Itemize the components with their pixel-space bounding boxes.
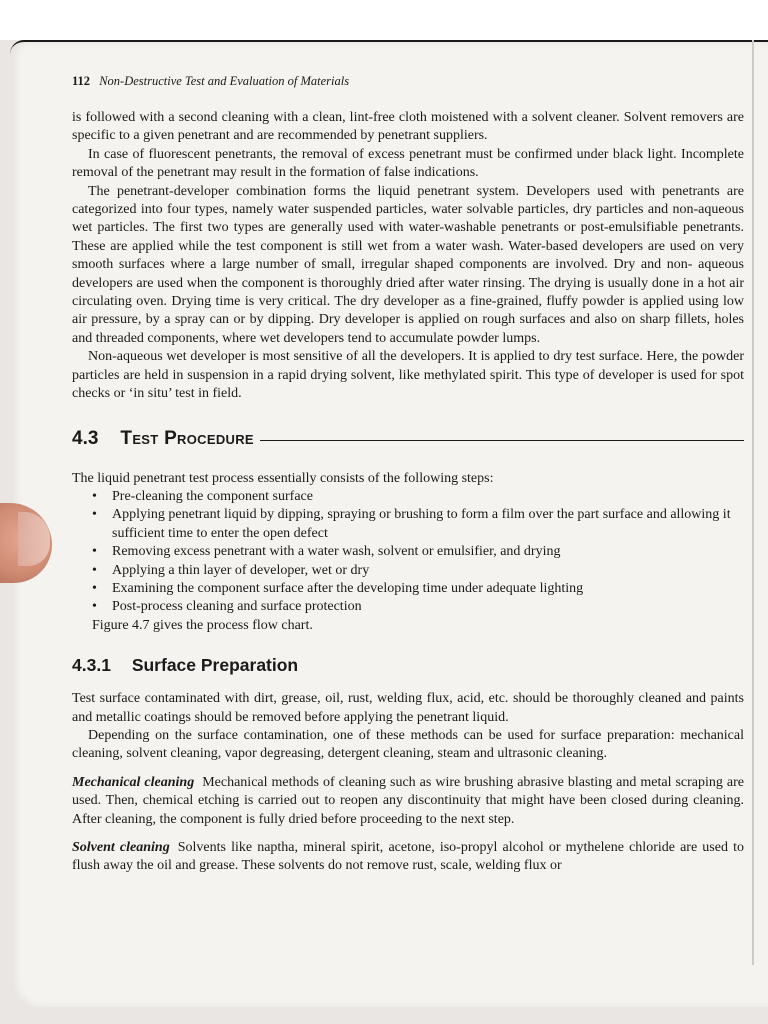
paragraph: Depending on the surface contamination, one of these methods can be used for surface preparation: mechanical cleaning, solvent cleaning, vapor degreasing, detergent cleaning, steam and ultrasonic cleaning. [72,727,744,762]
running-head [72,74,744,89]
solvent-cleaning-paragraph [72,839,744,876]
list-item: • Removing excess penetrant with a water wash, solvent or emulsifier, and drying [112,543,744,561]
subsection-number: 4.3.1 [72,655,111,676]
solvent-cleaning-lead: Solvent cleaning [72,840,170,855]
page-number: 112 [72,74,91,88]
figure-reference: Figure 4.7 gives the process flow chart. [92,617,313,633]
steps-list [72,488,744,617]
heading-rule [260,440,744,441]
paragraph: In case of fluorescent penetrants, the removal of excess penetrant must be confirmed under black light. Incomplete removal of the penetrant may result in the formation of false indications. [72,146,744,181]
list-item: • Post-process cleaning and surface protection [112,598,744,616]
paragraph: The penetrant-developer combination forms the liquid penetrant system. Developers used with penetrants are categorized into four types, namely water suspended particles, water solvable particles, dry particles and non-aqueous wet particles. The first two types are generally used with water-washable penetrants or post-emulsifiable penetrants. These are applied while the test component is still wet from a water wash. Water-based developers are used on very smooth surfaces where a large number of small, irregular shaped components are involved. Dry and non- aqueous developers are used when the component is thoroughly dried after water rinsing. The drying is usually done in a hot air circulating oven. Drying time is very critical. The dry developer as a fine-grained, fluffy powder is applied using low air pressure, by a spray can or by dipping. Dry developer is applied on rough surfaces and also on sharp fillets, holes and threaded components, where wet developers tend to accumulate powder lumps. [72,183,744,346]
paragraph: Non-aqueous wet developer is most sensitive of all the developers. It is applied to dry test surface. Here, the powder particles are held in suspension in a rapid drying solvent, like methylated spirit. This type of developer is used for spot checks or ‘in situ’ test in field. [72,349,744,402]
mechanical-cleaning-lead: Mechanical cleaning [72,774,195,790]
scan-top-margin [0,0,768,40]
paragraph: is followed with a second cleaning with a clean, lint-free cloth moistened with a solvent cleaner. Solvent removers are specific to a given penetrant and are recommended by penetrant suppliers. [72,110,744,144]
section-number: 4.3 [72,427,99,449]
section-intro: The liquid penetrant test process essentially consists of the following steps: [72,470,494,486]
section-heading [72,428,744,450]
subsection-title: Surface Preparation [131,655,299,676]
solvent-cleaning-text: Solvents like naptha, mineral spirit, acetone, iso-propyl alcohol or mythelene chloride are used to flush away the oil and grease. These solvents do not remove rust, scale, welding flux or [72,840,744,874]
list-item: • Applying penetrant liquid by dipping, spraying or brushing to form a film over the part surface and allowing it sufficient time to enter the open defect [112,506,744,543]
list-item: • Examining the component surface after the developing time under adequate lighting [112,580,744,598]
list-item: • Applying a thin layer of developer, wet or dry [112,562,744,580]
paragraph: Test surface contaminated with dirt, grease, oil, rust, welding flux, acid, etc. should be thoroughly cleaned and paints and metallic coatings should be removed before applying the penetrant liquid. [72,691,744,725]
page-content [72,74,744,876]
mechanical-cleaning-text: Mechanical methods of cleaning such as wire brushing abrasive blasting and metal scraping are used. Then, chemical etching is carried out to reopen any discontinuity that might have been closed during cleaning. After cleaning, the component is fully dried before proceeding to the next step. [72,774,744,827]
mechanical-cleaning-paragraph [72,774,744,829]
page-edge [752,40,754,965]
list-item: • Pre-cleaning the component surface [112,488,744,506]
book-title: Non-Destructive Test and Evaluation of Materials [99,74,350,88]
subsection-heading [72,655,744,676]
section-title: Test Procedure [120,427,254,449]
